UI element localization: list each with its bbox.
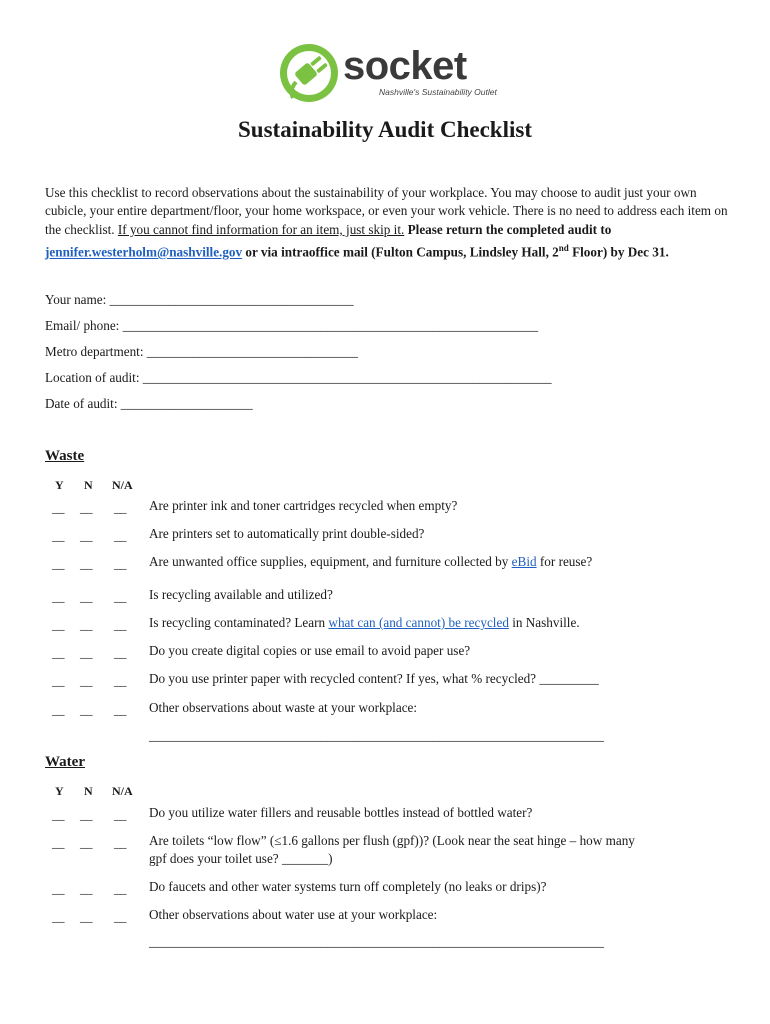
logo-tagline: Nashville's Sustainability Outlet <box>379 87 497 97</box>
department-field[interactable]: Metro department: ________________________________ <box>45 344 358 359</box>
question-text: Are printers set to automatically print double-sided? <box>149 526 425 541</box>
logo-wordmark: socket <box>343 44 467 88</box>
answer-na[interactable]: __ <box>114 556 126 571</box>
question-text: Other observations about waste at your workplace: <box>149 700 418 715</box>
answer-n[interactable]: __ <box>80 702 92 717</box>
intro-paragraph <box>45 184 735 262</box>
answer-na[interactable]: __ <box>114 702 126 717</box>
answer-n[interactable]: __ <box>80 528 92 543</box>
answer-y[interactable]: __ <box>52 645 64 660</box>
answer-n[interactable]: __ <box>80 589 92 604</box>
answer-n[interactable]: __ <box>80 556 92 571</box>
col-na: N/A <box>112 478 133 492</box>
answer-n[interactable]: __ <box>80 673 92 688</box>
answer-n[interactable]: __ <box>80 881 92 896</box>
q-part: Is recycling contaminated? Learn <box>149 615 329 630</box>
ebid-link[interactable]: eBid <box>511 554 537 569</box>
location-field[interactable]: Location of audit: ______________________________________________________________ <box>45 370 552 385</box>
col-y: Y <box>55 784 64 798</box>
col-n: N <box>84 478 93 492</box>
answer-n[interactable]: __ <box>80 617 92 632</box>
q-part: for reuse? <box>536 554 593 569</box>
date-field[interactable]: Date of audit: ____________________ <box>45 396 253 411</box>
q-part: in Nashville. <box>508 615 580 630</box>
q-part: Are unwanted office supplies, equipment, and furniture collected by <box>149 554 512 569</box>
intro-text: Use this checklist to record observations about the sustainability of your workplace. You may choose to audit just your own cubicle, your entire department/floor, your home workspace, or even your work vehicle. There is no need to address each item on the checklist. <box>45 185 728 237</box>
recycling-info-link[interactable]: what can (and cannot) be recycled <box>328 615 509 630</box>
question-text: Do you create digital copies or use email to avoid paper use? <box>149 643 471 658</box>
waste-observations-line[interactable]: _____________________________________________________________________ <box>149 728 604 743</box>
name-field[interactable]: Your name: _____________________________________ <box>45 292 354 307</box>
answer-n[interactable]: __ <box>80 500 92 515</box>
answer-y[interactable]: __ <box>52 702 64 717</box>
answer-y[interactable]: __ <box>52 807 64 822</box>
question-text <box>149 553 669 571</box>
answer-y[interactable]: __ <box>52 617 64 632</box>
question-text: Other observations about water use at your workplace: <box>149 907 438 922</box>
mail-instructions: or via intraoffice mail (Fulton Campus, Lindsley Hall, 2 <box>242 244 559 260</box>
deadline-text: Floor) by Dec 31. <box>568 244 669 260</box>
answer-na[interactable]: __ <box>114 589 126 604</box>
email-link[interactable]: jennifer.westerholm@nashville.gov <box>45 244 243 260</box>
plug-logo-icon <box>279 42 341 104</box>
answer-na[interactable]: __ <box>114 617 126 632</box>
water-observations-line[interactable]: _____________________________________________________________________ <box>149 934 604 949</box>
answer-na[interactable]: __ <box>114 835 126 850</box>
ordinal-suffix: nd <box>558 243 569 254</box>
answer-na[interactable]: __ <box>114 909 126 924</box>
answer-n[interactable]: __ <box>80 807 92 822</box>
question-text: Do you use printer paper with recycled content? If yes, what % recycled? _________ <box>149 671 599 686</box>
page-title: Sustainability Audit Checklist <box>238 117 532 142</box>
answer-n[interactable]: __ <box>80 835 92 850</box>
question-text: Are toilets “low flow” (≤1.6 gallons per flush (gpf))? (Look near the seat hinge – how many gpf does your toilet use? _______) <box>149 833 635 866</box>
waste-section-title: Waste <box>45 448 85 464</box>
answer-na[interactable]: __ <box>114 807 126 822</box>
question-text <box>149 614 649 632</box>
question-text: Do you utilize water fillers and reusable bottles instead of bottled water? <box>149 805 533 820</box>
col-y: Y <box>55 478 64 492</box>
answer-y[interactable]: __ <box>52 673 64 688</box>
answer-y[interactable]: __ <box>52 589 64 604</box>
return-instructions: Please return the completed audit to <box>404 221 612 237</box>
answer-y[interactable]: __ <box>52 500 64 515</box>
question-text: Do faucets and other water systems turn off completely (no leaks or drips)? <box>149 879 547 894</box>
answer-y[interactable]: __ <box>52 881 64 896</box>
answer-n[interactable]: __ <box>80 645 92 660</box>
answer-na[interactable]: __ <box>114 500 126 515</box>
col-n: N <box>84 784 93 798</box>
answer-na[interactable]: __ <box>114 673 126 688</box>
question-text: Are printer ink and toner cartridges recycled when empty? <box>149 498 458 513</box>
answer-y[interactable]: __ <box>52 528 64 543</box>
col-na: N/A <box>112 784 133 798</box>
email-phone-field[interactable]: Email/ phone: _______________________________________________________________ <box>45 318 539 333</box>
answer-y[interactable]: __ <box>52 835 64 850</box>
answer-y[interactable]: __ <box>52 556 64 571</box>
answer-n[interactable]: __ <box>80 909 92 924</box>
water-section-title: Water <box>45 754 85 770</box>
answer-y[interactable]: __ <box>52 909 64 924</box>
answer-na[interactable]: __ <box>114 645 126 660</box>
answer-na[interactable]: __ <box>114 528 126 543</box>
answer-na[interactable]: __ <box>114 881 126 896</box>
socket-logo <box>279 42 497 104</box>
skip-note: If you cannot find information for an item, just skip it. <box>117 221 405 237</box>
question-text: Is recycling available and utilized? <box>149 587 333 602</box>
